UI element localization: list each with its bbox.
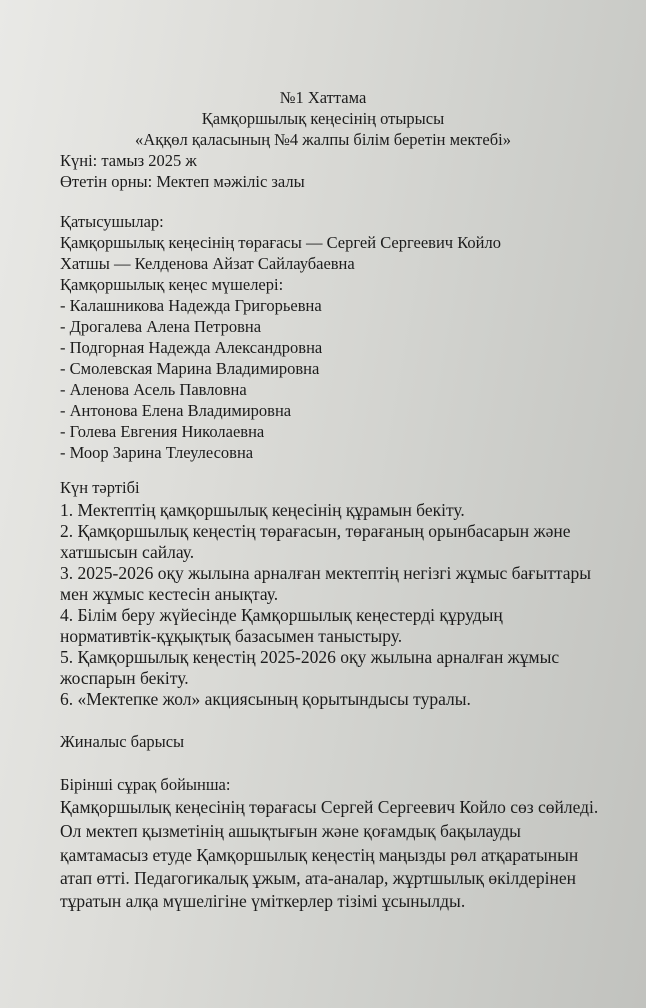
agenda-line: 1. Мектептің қамқоршылық кеңесінің құрамын бекіту.: [60, 500, 465, 520]
proceedings-line: Ол мектеп қызметінің ашықтығын және қоғамдық бақылауды: [60, 821, 521, 841]
proceedings-line: қамтамасыз етуде Қамқоршылық кеңестің маңызды рөл атқаратынын: [60, 845, 579, 865]
member-item: - Дрогалева Алена Петровна: [60, 317, 262, 336]
protocol-title: №1 Хаттама: [279, 88, 367, 107]
agenda-line: 5. Қамқоршылық кеңестің 2025-2026 оқу жылына арналған жұмыс: [60, 647, 560, 667]
member-item: - Голева Евгения Николаевна: [60, 422, 265, 441]
first-question-heading: Бірінші сұрақ бойынша:: [60, 775, 231, 794]
proceedings-heading: Жиналыс барысы: [60, 732, 185, 751]
meeting-date: Күні: тамыз 2025 ж: [60, 151, 197, 170]
agenda-line: 6. «Мектепке жол» акциясының қорытындысы туралы.: [60, 689, 471, 709]
agenda-line: жоспарын бекіту.: [60, 668, 189, 688]
council-meeting-subtitle: Қамқоршылық кеңесінің отырысы: [201, 109, 445, 128]
participants-heading: Қатысушылар:: [60, 212, 164, 231]
proceedings-line: Қамқоршылық кеңесінің төрағасы Сергей Сергеевич Койло сөз сөйледі.: [60, 797, 599, 817]
member-item: - Аленова Асель Павловна: [60, 380, 247, 399]
school-name: «Аққөл қаласының №4 жалпы білім беретін мектебі»: [135, 130, 511, 149]
member-item: - Антонова Елена Владимировна: [60, 401, 292, 420]
member-item: - Моор Зарина Тлеулесовна: [60, 443, 254, 462]
agenda-line: 4. Білім беру жүйесінде Қамқоршылық кеңестерді құрудың: [60, 605, 503, 625]
proceedings-line: тұратын алқа мүшелігіне үміткерлер тізімі ұсынылды.: [60, 891, 466, 911]
agenda-line: нормативтік-құқықтық базасымен таныстыру.: [60, 626, 403, 646]
agenda-heading: Күн тәртібі: [60, 478, 140, 497]
agenda-line: мен жұмыс кестесін анықтау.: [60, 584, 279, 604]
members-heading: Қамқоршылық кеңес мүшелері:: [60, 275, 284, 294]
agenda-line: 3. 2025-2026 оқу жылына арналған мектептің негізгі жұмыс бағыттары: [60, 563, 591, 583]
agenda-line: хатшысын сайлау.: [60, 542, 195, 562]
council-secretary: Хатшы — Келденова Айзат Сайлаубаевна: [60, 254, 355, 273]
member-item: - Калашникова Надежда Григорьевна: [60, 296, 322, 315]
council-chair: Қамқоршылық кеңесінің төрағасы — Сергей Сергеевич Койло: [60, 233, 501, 252]
proceedings-line: атап өтті. Педагогикалық ұжым, ата-аналар, жұртшылық өкілдерінен: [60, 868, 577, 888]
meeting-place: Өтетін орны: Мектеп мәжіліс залы: [60, 172, 305, 191]
member-item: - Подгорная Надежда Александровна: [60, 338, 323, 357]
agenda-line: 2. Қамқоршылық кеңестің төрағасын, төрағаның орынбасарын және: [60, 521, 571, 541]
member-item: - Смолевская Марина Владимировна: [60, 359, 320, 378]
